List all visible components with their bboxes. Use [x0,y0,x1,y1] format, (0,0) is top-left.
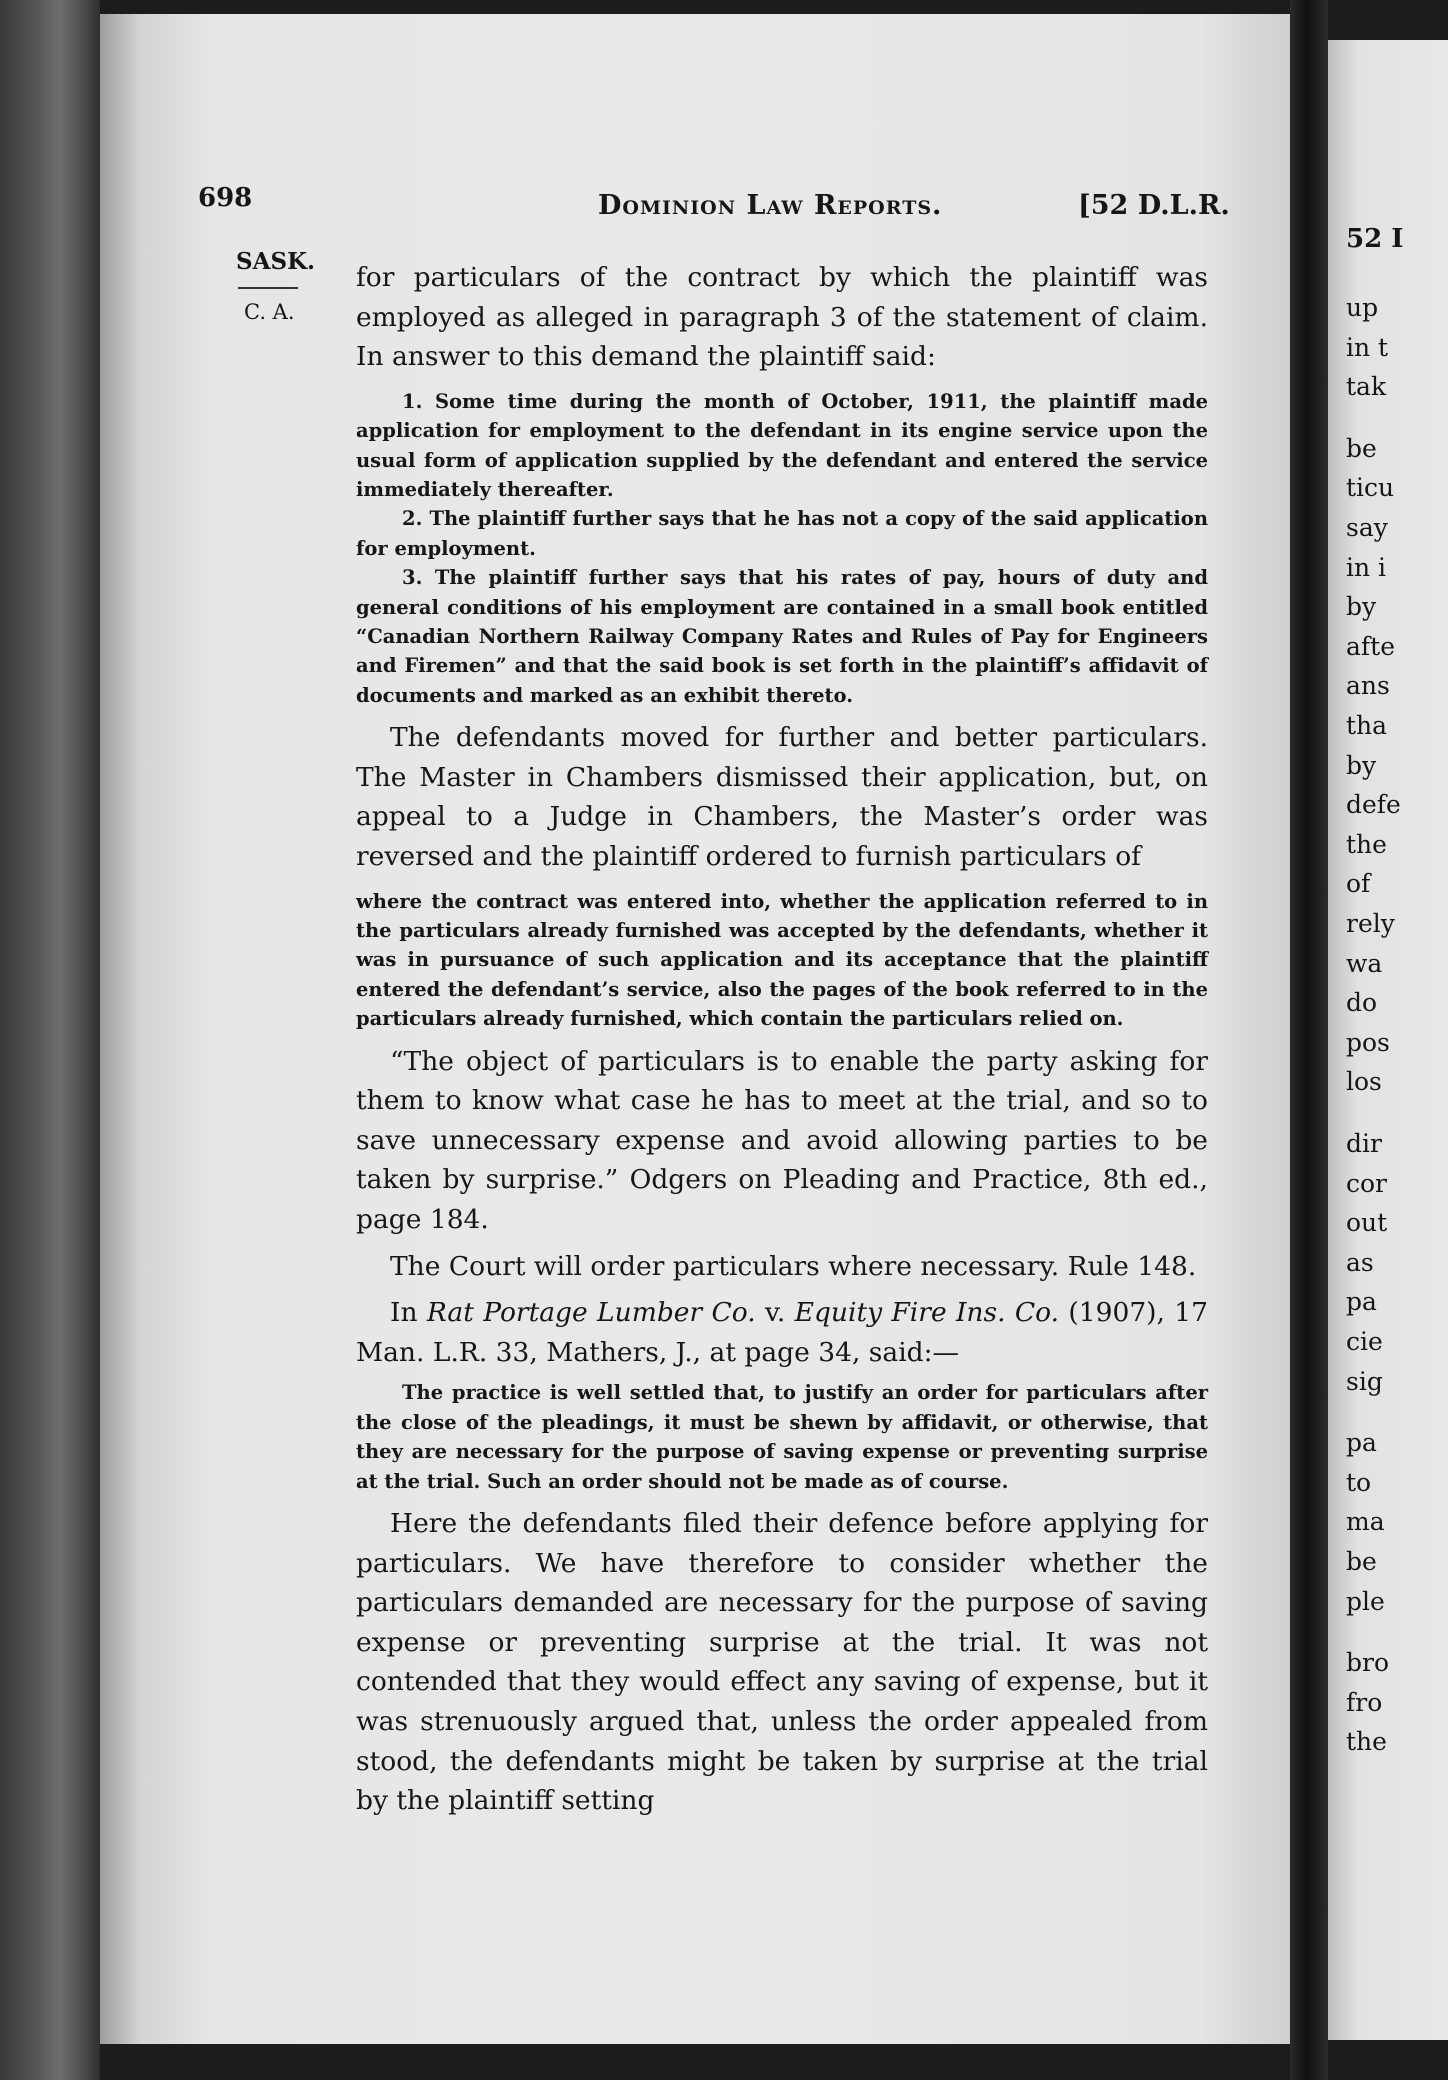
quote-item-2: 2. The plaintiff further says that he has not a copy of the said application for employment. [356,507,1208,560]
right-page-fragment: by [1346,750,1377,780]
right-page-fragment: pa [1346,1287,1377,1317]
volume-reference: [52 D.L.R. [1078,190,1230,221]
quoted-order [356,887,1208,1034]
right-page-fragment: wa [1346,948,1383,978]
right-page-fragment: ans [1346,671,1390,701]
right-page-head: 52 I [1346,224,1404,254]
right-page-fragment: rely [1346,909,1395,938]
paragraph-4: The Court will order particulars where necessary. Rule 148. [390,1250,1197,1282]
right-page-fragment: cie [1346,1327,1383,1356]
quote-item-3: 3. The plaintiff further says that his rates of pay, hours of duty and general conditions of his employment are contained in a small book entitled “Canadian Northern Railway Company Rates and Rules of Pay for Engineers and Firemen” and that the said book is set forth in the plaintiff’s affidavit of documents and marked as an exhibit thereto. [356,566,1208,707]
right-page-fragment: be [1346,433,1377,463]
right-page-fragment: of [1346,869,1371,899]
paragraph-2: The defendants moved for further and better particulars. The Master in Chambers dismissed their application, but, on appeal to a Judge in Chambers, the Master’s order was reversed and the plaintiff ordered to furnish particulars of [356,722,1208,873]
right-page-fragment: cor [1346,1168,1388,1198]
quote-practice-text: The practice is well settled that, to justify an order for particulars after the close of the pleadings, it must be shewn by affidavit, or otherwise, that they are necessary for the purpose of saving expense or preventing surprise at the trial. Such an order should not be made as of course. [356,1381,1208,1493]
right-page-fragment: in t [1346,332,1389,362]
right-page-fragment: fro [1346,1687,1383,1717]
margin-division-label: C. A. [244,300,295,324]
right-page-fragment: be [1346,1547,1377,1576]
right-page-fragment: up [1346,293,1379,322]
book-gutter [1290,0,1328,2080]
running-head: Dominion Law Reports. [598,190,943,221]
right-page-fragment: to [1346,1467,1372,1497]
paragraph-3: “The object of particulars is to enable the party asking for them to know what case he has to meet at the trial, and so to save unnecessary expense and avoid allowing parties to be taken by surprise.” Odgers on Pleading and Practice, 8th ed., page 184. [356,1045,1208,1236]
book-spine [0,0,100,2080]
page-body [356,258,1208,1821]
right-page-fragment: sig [1346,1366,1383,1396]
margin-court-label: SASK. [236,248,316,275]
right-page-fragment: say [1346,513,1388,542]
paragraph-6: Here the defendants filed their defence before applying for particulars. We have therefore to consider whether the particulars demanded are necessary for the purpose of saving expense or preventing surprise at the trial. It was not contended that they would effect any saving of expense, but it was strenuously argued that, unless the order appealed from stood, the defendants might be taken by surprise at the trial by the plaintiff setting [356,1508,1208,1817]
right-page-fragment: tha [1346,711,1388,740]
right-page-fragment: the [1346,829,1387,859]
right-page-fragment: ma [1346,1507,1385,1537]
right-page-fragment: in i [1346,552,1387,582]
right-page-fragment: los [1346,1067,1382,1097]
case-name-1: Rat Portage Lumber Co. [426,1297,756,1329]
right-page-fragment: pa [1346,1428,1377,1458]
right-page-fragment: do [1346,988,1378,1018]
quote-item-1: 1. Some time during the month of October, 1911, the plaintiff made application for employment to the defendant in its engine service upon the usual form of application supplied by the defendant and entered the service immediately thereafter. [356,389,1208,501]
margin-rule [238,287,298,289]
quoted-practice [356,1378,1208,1496]
right-page-fragment: ticu [1346,473,1395,503]
quote-order-text: where the contract was entered into, whether the application referred to in the particulars already furnished was accepted by the defendants, whether it was in pursuance of such application and its acceptance that the plaintiff entered the defendant’s service, also the pages of the book referred to in the particulars already furnished, which contain the particulars relied on. [356,889,1208,1031]
right-page-fragment: as [1346,1247,1374,1277]
right-page-fragment: bro [1346,1648,1390,1678]
right-page-fragment: pos [1346,1027,1390,1057]
paragraph-5: In Rat Portage Lumber Co. v. Equity Fire Ins. Co. (1907), 17 Man. L.R. 33, Mathers, J., at page 34, said:— [356,1297,1208,1368]
right-page-fragment: defe [1346,790,1401,820]
case-name-2: Equity Fire Ins. Co. [794,1297,1060,1329]
right-page-fragment: dir [1346,1129,1382,1158]
right-page [1328,40,1448,2040]
page-number: 698 [198,183,253,213]
right-page-fragment: afte [1346,631,1395,661]
right-page-fragment: out [1346,1208,1388,1238]
paragraph-1: for particulars of the contract by which the plaintiff was employed as alleged in paragraph 3 of the statement of claim. In answer to this demand the plaintiff said: [356,262,1208,373]
quoted-particulars [356,387,1208,710]
right-page-fragment: by [1346,592,1377,622]
right-page-fragment: tak [1346,372,1387,402]
right-page-fragment: the [1346,1727,1387,1757]
right-page-fragment: ple [1346,1586,1385,1616]
